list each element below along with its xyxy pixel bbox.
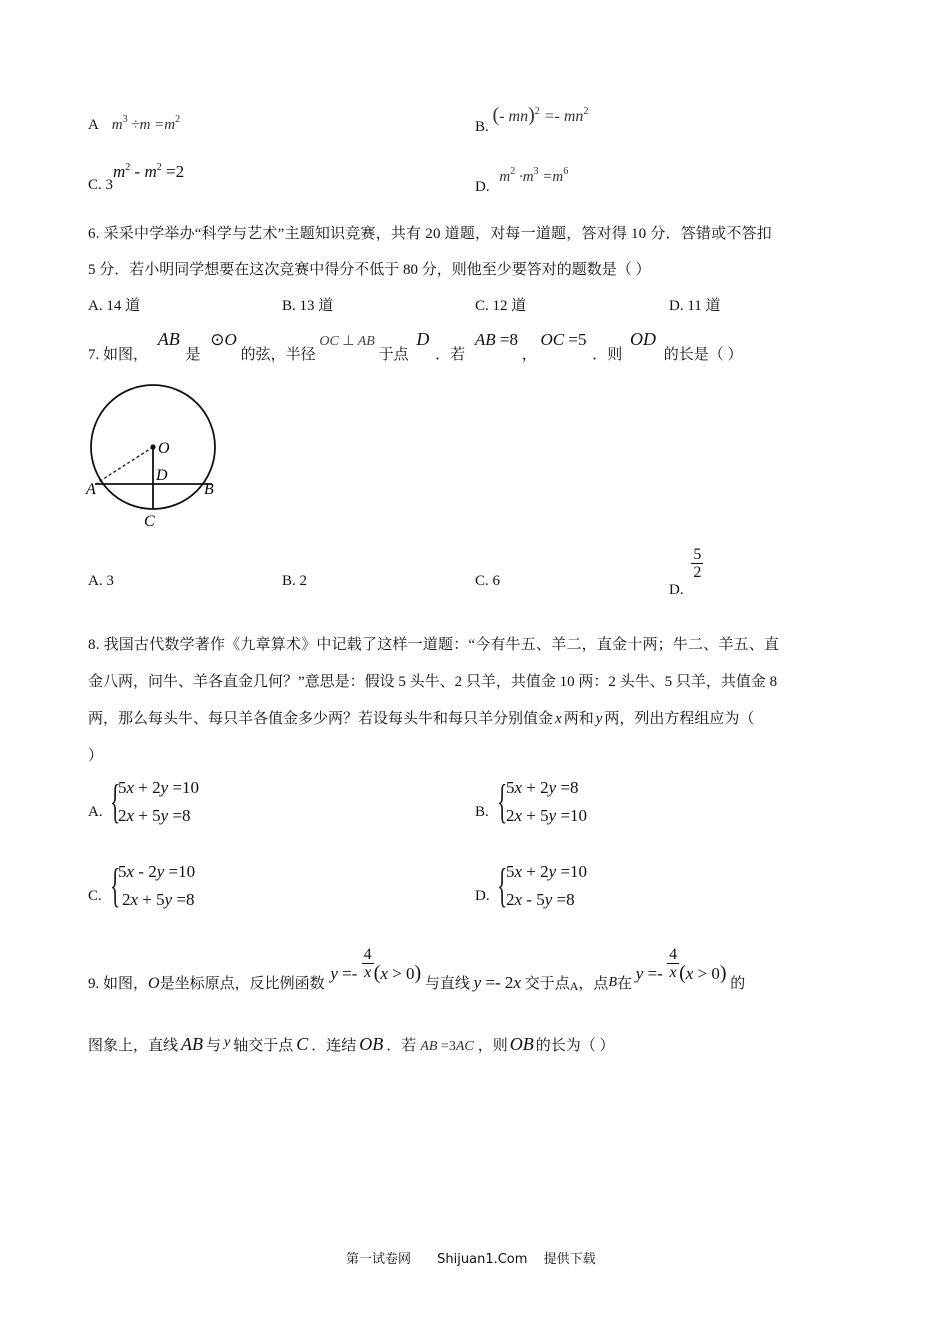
q9-var-o: O	[148, 975, 160, 992]
q8-line-3	[88, 707, 754, 728]
q7-figure	[84, 380, 234, 530]
q7-t-yu: 于点	[378, 347, 409, 363]
q7-label-o: O	[158, 440, 170, 457]
q9-t6: 的	[730, 976, 746, 992]
q7-figure-center-dot	[150, 444, 155, 449]
q7-od: OD	[630, 329, 656, 349]
q8-option-a-brace: {	[110, 775, 121, 828]
q8-option-d-eq2: 2x - 5y =8	[506, 890, 575, 909]
q9-line-2	[88, 1034, 615, 1055]
q7-t-comma: ，	[521, 347, 537, 363]
q8-option-a-eq1: 5x + 2y =10	[118, 778, 200, 797]
q6-option-a: A. 14 道	[88, 298, 141, 314]
q8-option-b-label: B.	[475, 804, 489, 820]
q9-pt-b: B	[608, 975, 617, 990]
q7-option-d-denominator: 2	[693, 564, 702, 581]
footer-middle: Shijuan1.Com	[437, 1252, 528, 1267]
q5-option-b-formula: (- $mn)^2 =- mn^2$	[492, 104, 589, 126]
q9-func-2: y =- $\frac{4}{x}$ (x > 0)	[635, 946, 727, 985]
q7-t-ruo: ．若	[435, 347, 466, 363]
q5-option-a-label: A	[88, 117, 99, 133]
q8-option-b-eq2: 2x + 5y =10	[506, 806, 588, 825]
q8-option-c-eq2: 2x + 5y =8	[122, 890, 195, 909]
q7-t-shi: 是	[185, 347, 201, 363]
q5-option-c-label: C. 3	[88, 177, 114, 193]
q7-prefix: 7. 如图，	[88, 347, 149, 363]
q9-ob: OB	[359, 1034, 384, 1054]
q5-option-c-formula: $m^2 - m^2 =2$	[113, 162, 185, 181]
q6-line-2: 5 分．若小明同学想要在这次竞赛中得分不低于 80 分，则他至少要答对的题数是（ ）	[88, 262, 651, 278]
q7-label-c: C	[144, 513, 155, 530]
q8-option-a-eq2: 2x + 5y =8	[118, 806, 191, 825]
q8-option-b-eq1: 5x + 2y =8	[506, 778, 579, 797]
q9-var-y: y	[224, 1035, 231, 1050]
q9-line-eq: y =- 2x	[473, 973, 521, 992]
q5-option-c	[88, 162, 185, 193]
footer-right: 提供下载	[543, 1252, 596, 1267]
q9-line-2-a: 图象上，直线	[88, 1038, 179, 1054]
q7-ab-eq: AB =8	[474, 330, 518, 349]
q9-func-1: y =- $\frac{4}{x}$ (x > 0)	[330, 946, 422, 985]
q7-option-b: B. 2	[282, 573, 308, 589]
q7-option-d-label: D.	[669, 581, 684, 598]
q5-option-d	[475, 166, 569, 195]
q7-ab: AB	[157, 329, 180, 349]
footer	[346, 1248, 596, 1267]
q9-prefix: 9. 如图，	[88, 976, 149, 992]
q8-option-b-brace: {	[497, 775, 508, 828]
q7-circle-o: ⊙O	[210, 330, 237, 349]
q6-option-b: B. 13 道	[282, 298, 334, 314]
q9-t5: 在	[617, 976, 633, 992]
q9-line-1	[88, 946, 745, 996]
q8-option-d-brace: {	[497, 859, 508, 912]
q8-option-c-brace: {	[110, 859, 121, 912]
q7-option-c: C. 6	[475, 573, 501, 589]
q7-option-d	[669, 546, 703, 598]
q5-option-d-formula: $m^2 \cdot m^3 =m^6$	[499, 166, 569, 185]
q5-option-d-label: D.	[475, 179, 490, 195]
q9-ab: AB	[181, 1034, 204, 1054]
q7-option-a: A. 3	[88, 573, 114, 589]
q9-pt-c: C	[296, 1034, 309, 1054]
q8-option-a-label: A.	[88, 804, 103, 820]
q7-option-d-numerator: 5	[693, 546, 702, 563]
q9-ob-2: OB	[509, 1034, 534, 1054]
q7-d: D	[416, 329, 430, 349]
q8-line-1: 8. 我国古代数学著作《九章算术》中记载了这样一道题：“今有牛五、羊二，直金十两；牛二、羊五、直	[88, 637, 780, 653]
q8-line-2: 金八两，问牛、羊各直金几何？”意思是：假设 5 头牛、2 只羊，共值金 10 两：2 头牛、5 只羊，共值金 8	[88, 674, 778, 690]
q7-oc-eq: OC =5	[540, 330, 587, 349]
q7-t-end: 的长是（ ）	[663, 347, 743, 363]
q6-option-d: D. 11 道	[669, 298, 721, 314]
q8-line-4: ）	[88, 748, 104, 764]
q8-option-c-eq1: 5x - 2y =10	[118, 862, 196, 881]
q9-t2: 与直线	[424, 976, 470, 992]
q8-line-3-b: 两和	[563, 711, 594, 727]
q8-option-d-eq1: 5x + 2y =10	[506, 862, 588, 881]
q7-label-a: A	[86, 481, 96, 498]
q9-pt-a: A	[569, 979, 579, 993]
q9-line-2-b: 与	[206, 1038, 222, 1054]
q9-line-2-d: ．连结	[311, 1038, 357, 1054]
q9-line-2-g: 的长为（ ）	[535, 1038, 615, 1054]
q9-t1: 是坐标原点，反比例函数	[159, 976, 325, 992]
q7-figure-dashed-oa	[97, 447, 153, 483]
q7-oc-perp-ab: OC ⊥ AB	[319, 334, 375, 349]
q8-var-x: x	[555, 711, 562, 727]
q5-option-a	[88, 114, 180, 134]
q5-option-a-formula: $m^3 \div m =m^2$	[111, 114, 181, 133]
q7-stem	[88, 329, 743, 363]
footer-left: 第一试卷网	[346, 1252, 412, 1267]
q9-t3: 交于点	[524, 976, 570, 992]
q9-line-2-c: 轴交于点	[233, 1038, 294, 1054]
q7-label-b: B	[204, 481, 214, 498]
q7-option-d-fraction	[691, 546, 703, 581]
q8-line-3-a: 两，那么每头牛、每只羊各值金多少两？若设每头牛和每只羊分别值金	[88, 711, 554, 727]
q7-label-d: D	[156, 467, 168, 484]
q9-ab-eq: AB =3AC	[420, 1039, 474, 1054]
q7-t-xian: 的弦，半径	[240, 347, 316, 363]
q5-option-b	[475, 104, 589, 135]
q9-t4: ，点	[578, 976, 609, 992]
q8-option-c-label: C.	[88, 888, 102, 904]
q9-line-2-e: ．若	[386, 1038, 417, 1054]
q5-option-b-label: B.	[475, 119, 489, 135]
q8-line-3-c: 两，列出方程组应为（	[604, 711, 755, 727]
q9-line-2-f: ，则	[477, 1038, 508, 1054]
q6-line-1: 6. 采采中学举办“科学与艺术”主题知识竞赛，共有 20 道题，对每一道题，答对得 10 分．答错或不答扣	[88, 226, 772, 242]
q8-var-y: y	[595, 711, 603, 727]
q6-option-c: C. 12 道	[475, 298, 527, 314]
q8-option-d-label: D.	[475, 888, 490, 904]
q7-t-ze: ．则	[592, 347, 623, 363]
